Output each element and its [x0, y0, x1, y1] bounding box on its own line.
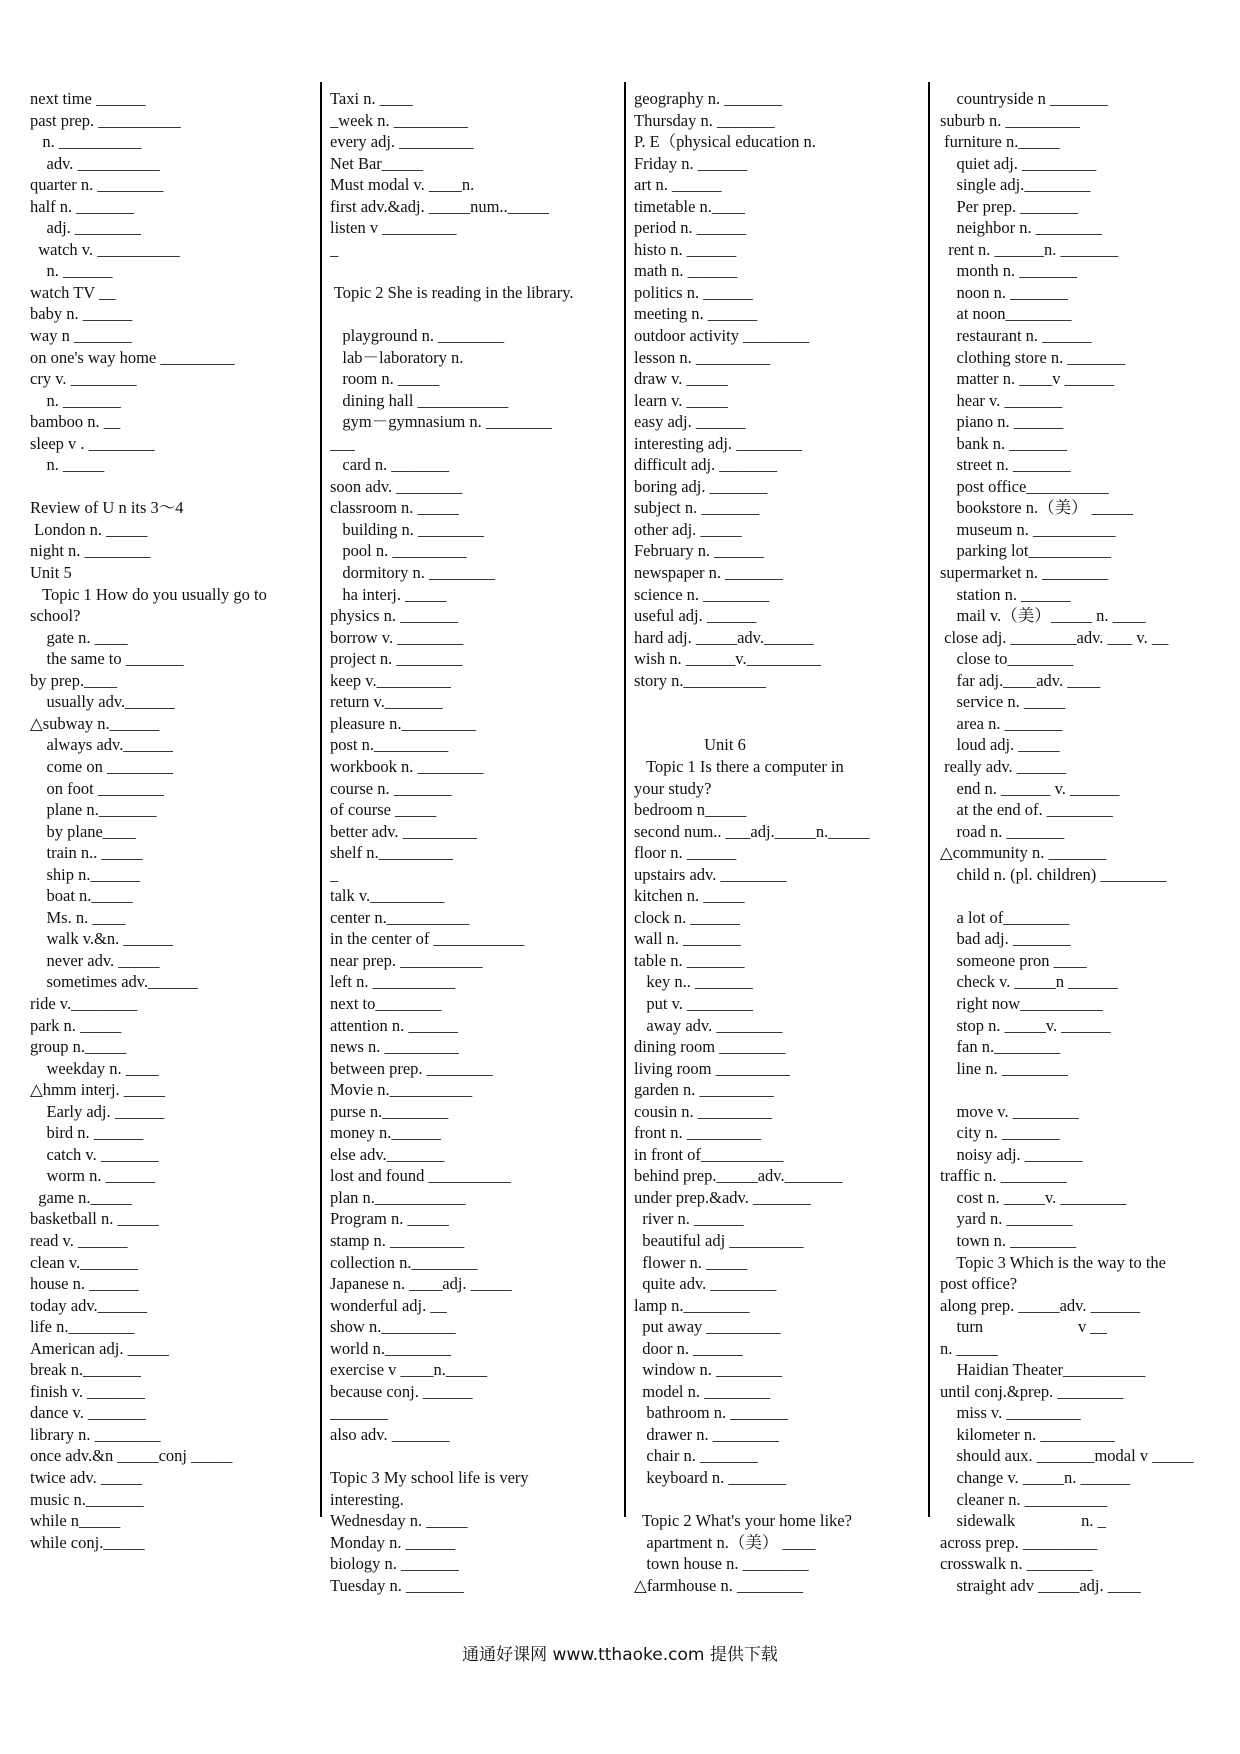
- vocab-row: Monday n. ______: [330, 1532, 456, 1552]
- vocab-row: Thursday n. _______: [634, 110, 775, 130]
- vocab-row: matter n. ____v ______: [940, 369, 1115, 389]
- vocab-row: Topic 2 What's your home like?: [634, 1511, 852, 1531]
- vocab-row: chair n. _______: [634, 1446, 758, 1466]
- vocab-row: math n. ______: [634, 261, 738, 281]
- vocab-row: yard n. ________: [940, 1209, 1073, 1229]
- vocab-row: bamboo n. __: [30, 412, 121, 432]
- vocab-row: wonderful adj. __: [330, 1295, 447, 1315]
- vocab-row: biology n. _______: [330, 1554, 459, 1574]
- vocab-row: twice adv. _____: [30, 1468, 143, 1487]
- vocab-row: art n. ______: [634, 175, 722, 195]
- vocab-row: first adv.&adj. _____num.._____: [330, 196, 549, 216]
- vocab-row: wish n. ______v._________: [634, 649, 821, 669]
- vocab-row: key n.. _______: [634, 972, 753, 992]
- vocab-row: in front of__________: [634, 1144, 784, 1164]
- vocab-row: quarter n. ________: [30, 175, 164, 195]
- vocab-row: Friday n. ______: [634, 153, 748, 173]
- vocab-row: sidewalk n. _: [940, 1511, 1106, 1531]
- vocab-row: single adj.________: [940, 175, 1091, 195]
- vocab-row: line n. ________: [940, 1058, 1068, 1078]
- word-list-column-4: [940, 88, 1230, 1595]
- vocab-row: also adv. _______: [330, 1424, 450, 1444]
- vocab-row: building n. ________: [330, 519, 485, 539]
- vocab-row: a lot of________: [940, 907, 1070, 927]
- vocab-row: easy adj. ______: [634, 412, 746, 432]
- vocab-row: plan n.___________: [330, 1187, 466, 1207]
- vocab-row: city n. _______: [940, 1123, 1060, 1143]
- vocab-row: card n. _______: [330, 455, 450, 475]
- vocab-row: else adv._______: [330, 1144, 445, 1164]
- vocab-row: finish v. _______: [30, 1381, 145, 1401]
- vocab-row: n. _____: [940, 1338, 998, 1358]
- vocab-row: story n.__________: [634, 670, 766, 690]
- vocab-row: post office?: [940, 1274, 1018, 1294]
- vocab-row: △subway n.______: [30, 713, 160, 733]
- vocab-row: geography n. _______: [634, 89, 783, 108]
- vocab-row: put v. ________: [634, 993, 754, 1013]
- vocab-row: subject n. _______: [634, 498, 760, 518]
- vocab-row: bank n. _______: [940, 433, 1067, 453]
- vocab-row: furniture n._____: [940, 132, 1060, 152]
- column-divider: [928, 82, 930, 1517]
- vocab-row: ship n.______: [30, 864, 141, 884]
- vocab-row: n. _____: [30, 455, 105, 475]
- vocab-row: left n. __________: [330, 972, 456, 992]
- vocab-row: bedroom n_____: [634, 800, 747, 820]
- vocab-row: usually adv.______: [30, 692, 175, 712]
- vocab-row: upstairs adv. ________: [634, 864, 787, 884]
- vocab-row: stop n. _____v. ______: [940, 1015, 1111, 1035]
- vocab-row: noisy adj. _______: [940, 1144, 1083, 1164]
- vocab-row: by plane____: [30, 821, 136, 841]
- vocab-row: child n. (pl. children) ________: [940, 864, 1167, 884]
- column-divider: [624, 82, 626, 1517]
- vocab-row: half n. _______: [30, 196, 135, 216]
- vocab-row: across prep. _________: [940, 1532, 1098, 1552]
- vocab-row: door n. ______: [634, 1338, 743, 1358]
- vocab-row: _______: [330, 1403, 388, 1423]
- vocab-row: next to________: [330, 993, 442, 1013]
- vocab-row: at noon________: [940, 304, 1072, 324]
- vocab-row: loud adj. _____: [940, 735, 1060, 755]
- vocab-row: collection n.________: [330, 1252, 478, 1272]
- vocab-row: countryside n _______: [940, 89, 1108, 108]
- vocab-row: science n. ________: [634, 584, 770, 604]
- vocab-row: break n._______: [30, 1360, 141, 1380]
- vocab-row: watch TV __: [30, 282, 116, 302]
- vocab-row: between prep. ________: [330, 1058, 493, 1078]
- vocab-row: drawer n. ________: [634, 1424, 779, 1444]
- vocab-row: Japanese n. ____adj. _____: [330, 1274, 512, 1294]
- vocab-row: wall n. _______: [634, 929, 741, 949]
- vocab-row: behind prep._____adv._______: [634, 1166, 843, 1186]
- vocab-row: house n. ______: [30, 1274, 139, 1294]
- vocab-row: fan n.________: [940, 1037, 1061, 1057]
- vocab-row: train n.. _____: [30, 843, 143, 863]
- vocab-row: Must modal v. ____n.: [330, 175, 475, 195]
- vocab-row: Net Bar_____: [330, 153, 424, 173]
- vocab-row: basketball n. _____: [30, 1209, 159, 1229]
- vocab-row: bathroom n. _______: [634, 1403, 788, 1423]
- vocab-row: pleasure n._________: [330, 713, 476, 733]
- vocab-row: life n.________: [30, 1317, 135, 1337]
- vocab-row: on one's way home _________: [30, 347, 235, 367]
- vocab-row: far adj.____adv. ____: [940, 670, 1101, 690]
- vocab-row: under prep.&adv. _______: [634, 1187, 811, 1207]
- vocab-row: Topic 3 My school life is very: [330, 1468, 529, 1487]
- vocab-row: sleep v . ________: [30, 433, 155, 453]
- vocab-row: park n. _____: [30, 1015, 122, 1035]
- vocab-row: beautiful adj _________: [634, 1230, 804, 1250]
- vocab-row: [940, 1079, 1230, 1101]
- vocab-row: near prep. __________: [330, 950, 483, 970]
- vocab-row: Topic 2 She is reading in the library.: [330, 282, 574, 302]
- vocab-row: cleaner n. __________: [940, 1489, 1108, 1509]
- vocab-row: weekday n. ____: [30, 1058, 159, 1078]
- vocab-row: keep v._________: [330, 670, 451, 690]
- vocab-row: Movie n.__________: [330, 1080, 473, 1100]
- vocab-row: _: [330, 239, 339, 259]
- vocab-row: traffic n. ________: [940, 1166, 1067, 1186]
- vocab-row: American adj. _____: [30, 1338, 169, 1358]
- vocab-row: purse n.________: [330, 1101, 449, 1121]
- vocab-row: along prep. _____adv. ______: [940, 1295, 1141, 1315]
- vocab-row: sometimes adv.______: [30, 972, 198, 992]
- vocab-row: once adv.&n _____conj _____: [30, 1446, 233, 1466]
- vocab-row: quite adv. ________: [634, 1274, 777, 1294]
- vocab-row: come on ________: [30, 756, 173, 776]
- word-list-column-2: [330, 88, 620, 1595]
- vocab-row: museum n. __________: [940, 519, 1116, 539]
- vocab-row: change v. _____n. ______: [940, 1468, 1131, 1487]
- vocab-row: London n. _____: [30, 519, 148, 539]
- vocab-row: gate n. ____: [30, 627, 128, 647]
- vocab-row: project n. ________: [330, 649, 463, 669]
- vocab-row: hard adj. _____adv.______: [634, 627, 814, 647]
- vocab-row: [634, 691, 924, 713]
- vocab-row: dormitory n. ________: [330, 563, 495, 583]
- vocab-row: supermarket n. ________: [940, 563, 1109, 583]
- vocab-row: never adv. _____: [30, 950, 160, 970]
- vocab-row: at the end of. ________: [940, 800, 1113, 820]
- vocab-row: [634, 713, 924, 735]
- vocab-row: Tuesday n. _______: [330, 1575, 464, 1595]
- vocab-row: flower n. _____: [634, 1252, 748, 1272]
- vocab-row: Topic 3 Which is the way to the: [940, 1252, 1166, 1272]
- vocab-row: n. _______: [30, 390, 121, 410]
- vocab-row: window n. ________: [634, 1360, 783, 1380]
- vocab-row: cry v. ________: [30, 369, 137, 389]
- vocab-row: other adj. _____: [634, 519, 742, 539]
- vocab-row: boat n._____: [30, 886, 133, 906]
- vocab-row: while n_____: [30, 1511, 121, 1531]
- vocab-row: △community n. _______: [940, 843, 1107, 863]
- vocab-row: month n. _______: [940, 261, 1078, 281]
- vocab-row: money n.______: [330, 1123, 441, 1143]
- vocab-row: noon n. _______: [940, 282, 1068, 302]
- vocab-row: Wednesday n. _____: [330, 1511, 468, 1531]
- vocab-row: by prep.____: [30, 670, 118, 690]
- vocab-row: _: [330, 864, 339, 884]
- vocab-row: newspaper n. _______: [634, 563, 783, 583]
- vocab-row: always adv.______: [30, 735, 173, 755]
- vocab-row: △farmhouse n. ________: [634, 1575, 803, 1595]
- vocab-row: show n._________: [330, 1317, 456, 1337]
- vocab-row: difficult adj. _______: [634, 455, 778, 475]
- vocab-row: soon adv. ________: [330, 476, 463, 496]
- vocab-row: Unit 5: [30, 563, 72, 583]
- vocab-row: in the center of ___________: [330, 929, 525, 949]
- vocab-row: second num.. ___adj._____n._____: [634, 821, 870, 841]
- vocab-row: miss v. _________: [940, 1403, 1081, 1423]
- vocab-row: clock n. ______: [634, 907, 740, 927]
- vocab-row: clothing store n. _______: [940, 347, 1126, 367]
- vocab-row: politics n. ______: [634, 282, 753, 302]
- vocab-row: adv. __________: [30, 153, 161, 173]
- vocab-row: return v._______: [330, 692, 443, 712]
- vocab-row: lost and found __________: [330, 1166, 512, 1186]
- vocab-row: [330, 1445, 620, 1467]
- vocab-row: ha interj. _____: [330, 584, 447, 604]
- vocab-row: boring adj. _______: [634, 476, 768, 496]
- vocab-row: kilometer n. _________: [940, 1424, 1115, 1444]
- page-footer: 通通好课网 www.tthaoke.com 提供下载: [462, 1645, 778, 1665]
- vocab-row: keyboard n. _______: [634, 1468, 787, 1487]
- vocab-row: front n. _________: [634, 1123, 761, 1143]
- vocab-row: post n._________: [330, 735, 449, 755]
- vocab-row: station n. ______: [940, 584, 1071, 604]
- vocab-row: library n. ________: [30, 1424, 161, 1444]
- vocab-row: rent n. ______n. _______: [940, 239, 1119, 259]
- vocab-row: lesson n. _________: [634, 347, 771, 367]
- vocab-row: street n. _______: [940, 455, 1071, 475]
- vocab-row: post office__________: [940, 476, 1109, 496]
- vocab-row: river n. ______: [634, 1209, 744, 1229]
- vocab-row: area n. _______: [940, 713, 1063, 733]
- vocab-row: plane n._______: [30, 800, 157, 820]
- vocab-row: interesting adj. ________: [634, 433, 803, 453]
- vocab-row: floor n. ______: [634, 843, 737, 863]
- vocab-row: until conj.&prep. ________: [940, 1381, 1124, 1401]
- vocab-row: put away _________: [634, 1317, 781, 1337]
- vocab-row: the same to _______: [30, 649, 184, 669]
- vocab-row: timetable n.____: [634, 196, 745, 216]
- vocab-row: parking lot__________: [940, 541, 1111, 561]
- vocab-row: every adj. _________: [330, 132, 474, 152]
- vocab-row: end n. ______ v. ______: [940, 778, 1120, 798]
- vocab-row: hear v. _______: [940, 390, 1063, 410]
- vocab-row: lamp n.________: [634, 1295, 750, 1315]
- vocab-row: news n. _________: [330, 1037, 459, 1057]
- column-divider: [320, 82, 322, 1517]
- vocab-row: town house n. ________: [634, 1554, 809, 1574]
- vocab-row: Unit 6: [634, 735, 746, 755]
- vocab-row: attention n. ______: [330, 1015, 458, 1035]
- vocab-row: clean v._______: [30, 1252, 138, 1272]
- vocab-row: next time ______: [30, 89, 146, 108]
- vocab-row: Topic 1 How do you usually go to: [30, 584, 267, 604]
- vocab-row: talk v._________: [330, 886, 445, 906]
- vocab-row: learn v. _____: [634, 390, 728, 410]
- word-list-column-3: [634, 88, 924, 1595]
- vocab-row: of course _____: [330, 800, 437, 820]
- vocab-row: lab－laboratory n.: [330, 347, 464, 367]
- vocab-row: walk v.&n. ______: [30, 929, 173, 949]
- vocab-row: center n.__________: [330, 907, 470, 927]
- vocab-row: game n._____: [30, 1187, 132, 1207]
- vocab-row: pool n. _________: [330, 541, 467, 561]
- vocab-row: suburb n. _________: [940, 110, 1080, 130]
- vocab-row: read v. ______: [30, 1230, 128, 1250]
- vocab-row: draw v. _____: [634, 369, 728, 389]
- vocab-row: neighbor n. ________: [940, 218, 1102, 238]
- vocab-row: school?: [30, 606, 81, 626]
- vocab-row: _week n. _________: [330, 110, 468, 130]
- vocab-row: quiet adj. _________: [940, 153, 1097, 173]
- vocab-row: classroom n. _____: [330, 498, 459, 518]
- vocab-row: course n. _______: [330, 778, 452, 798]
- vocab-row: kitchen n. _____: [634, 886, 745, 906]
- vocab-row: useful adj. ______: [634, 606, 757, 626]
- vocab-row: outdoor activity ________: [634, 326, 810, 346]
- vocab-row: playground n. ________: [330, 326, 505, 346]
- vocab-row: bookstore n.（美） _____: [940, 498, 1133, 518]
- vocab-row: listen v _________: [330, 218, 457, 238]
- vocab-row: histo n. ______: [634, 239, 737, 259]
- vocab-row: n. __________: [30, 132, 142, 152]
- vocab-row: exercise v ____n._____: [330, 1360, 488, 1380]
- vocab-row: world n.________: [330, 1338, 451, 1358]
- vocab-row: today adv.______: [30, 1295, 148, 1315]
- vocab-row: garden n. _________: [634, 1080, 774, 1100]
- vocab-row: worm n. ______: [30, 1166, 156, 1186]
- vocab-row: mail v.（美）_____ n. ____: [940, 606, 1146, 626]
- vocab-row: ___: [330, 433, 355, 453]
- vocab-row: Per prep. _______: [940, 196, 1078, 216]
- vocab-row: piano n. ______: [940, 412, 1064, 432]
- vocab-row: town n. ________: [940, 1230, 1077, 1250]
- vocab-row: watch v. __________: [30, 239, 180, 259]
- vocab-row: restaurant n. ______: [940, 326, 1092, 346]
- vocab-row: night n. ________: [30, 541, 151, 561]
- vocab-row: while conj._____: [30, 1532, 145, 1552]
- vocab-row: Review of U n its 3～4: [30, 498, 184, 518]
- vocab-row: n. ______: [30, 261, 113, 281]
- vocab-row: meeting n. ______: [634, 304, 758, 324]
- vocab-row: should aux. _______modal v _____: [940, 1446, 1194, 1466]
- vocab-row: bad adj. _______: [940, 929, 1071, 949]
- vocab-row: adj. ________: [30, 218, 141, 238]
- vocab-row: someone pron ____: [940, 950, 1087, 970]
- vocab-row: close adj. ________adv. ___ v. __: [940, 627, 1169, 647]
- vocab-row: interesting.: [330, 1489, 404, 1509]
- vocab-row: service n. _____: [940, 692, 1066, 712]
- vocab-row: road n. _______: [940, 821, 1065, 841]
- vocab-row: catch v. _______: [30, 1144, 159, 1164]
- vocab-row: physics n. _______: [330, 606, 458, 626]
- vocab-row: [330, 260, 620, 282]
- vocab-row: bird n. ______: [30, 1123, 144, 1143]
- vocab-row: Taxi n. ____: [330, 89, 413, 108]
- vocab-row: borrow v. ________: [330, 627, 464, 647]
- vocab-row: gym－gymnasium n. ________: [330, 412, 552, 432]
- vocab-row: [634, 1489, 924, 1511]
- vocab-row: room n. _____: [330, 369, 440, 389]
- vocab-row: Topic 1 Is there a computer in: [634, 756, 844, 776]
- vocab-row: cousin n. _________: [634, 1101, 772, 1121]
- vocab-row: baby n. ______: [30, 304, 133, 324]
- vocab-row: model n. ________: [634, 1381, 771, 1401]
- vocab-row: better adv. _________: [330, 821, 477, 841]
- vocab-row: living room _________: [634, 1058, 790, 1078]
- vocab-row: straight adv _____adj. ____: [940, 1575, 1141, 1595]
- vocab-row: close to________: [940, 649, 1074, 669]
- vocab-row: shelf n._________: [330, 843, 453, 863]
- vocab-row: dance v. _______: [30, 1403, 146, 1423]
- vocab-row: △hmm interj. _____: [30, 1080, 166, 1100]
- vocab-row: past prep. __________: [30, 110, 181, 130]
- vocab-row: [30, 476, 315, 498]
- vocab-row: move v. ________: [940, 1101, 1079, 1121]
- vocab-row: Ms. n. ____: [30, 907, 126, 927]
- vocab-row: period n. ______: [634, 218, 747, 238]
- vocab-row: right now__________: [940, 993, 1103, 1013]
- vocab-row: stamp n. _________: [330, 1230, 465, 1250]
- vocab-row: group n._____: [30, 1037, 127, 1057]
- vocab-row: way n _______: [30, 326, 132, 346]
- vocab-row: Haidian Theater__________: [940, 1360, 1146, 1380]
- vocab-row: dining room ________: [634, 1037, 786, 1057]
- vocab-row: [940, 885, 1230, 907]
- vocab-row: turn v __: [940, 1317, 1107, 1337]
- vocab-row: apartment n.（美） ____: [634, 1532, 816, 1552]
- word-list-column-1: [30, 88, 315, 1552]
- vocab-row: really adv. ______: [940, 756, 1067, 776]
- vocab-row: away adv. ________: [634, 1015, 783, 1035]
- vocab-row: ride v.________: [30, 993, 138, 1013]
- vocab-row: because conj. ______: [330, 1381, 473, 1401]
- vocab-row: crosswalk n. ________: [940, 1554, 1093, 1574]
- vocab-row: dining hall ___________: [330, 390, 509, 410]
- vocab-row: P. E（physical education n.: [634, 132, 816, 152]
- vocab-row: cost n. _____v. ________: [940, 1187, 1127, 1207]
- vocab-row: music n._______: [30, 1489, 144, 1509]
- vocab-row: table n. _______: [634, 950, 745, 970]
- vocab-row: workbook n. ________: [330, 756, 484, 776]
- vocab-row: check v. _____n ______: [940, 972, 1118, 992]
- vocab-row: on foot ________: [30, 778, 164, 798]
- vocab-row: your study?: [634, 778, 712, 798]
- vocab-row: Early adj. ______: [30, 1101, 165, 1121]
- vocab-row: [330, 303, 620, 325]
- vocab-row: Program n. _____: [330, 1209, 449, 1229]
- vocab-row: February n. ______: [634, 541, 764, 561]
